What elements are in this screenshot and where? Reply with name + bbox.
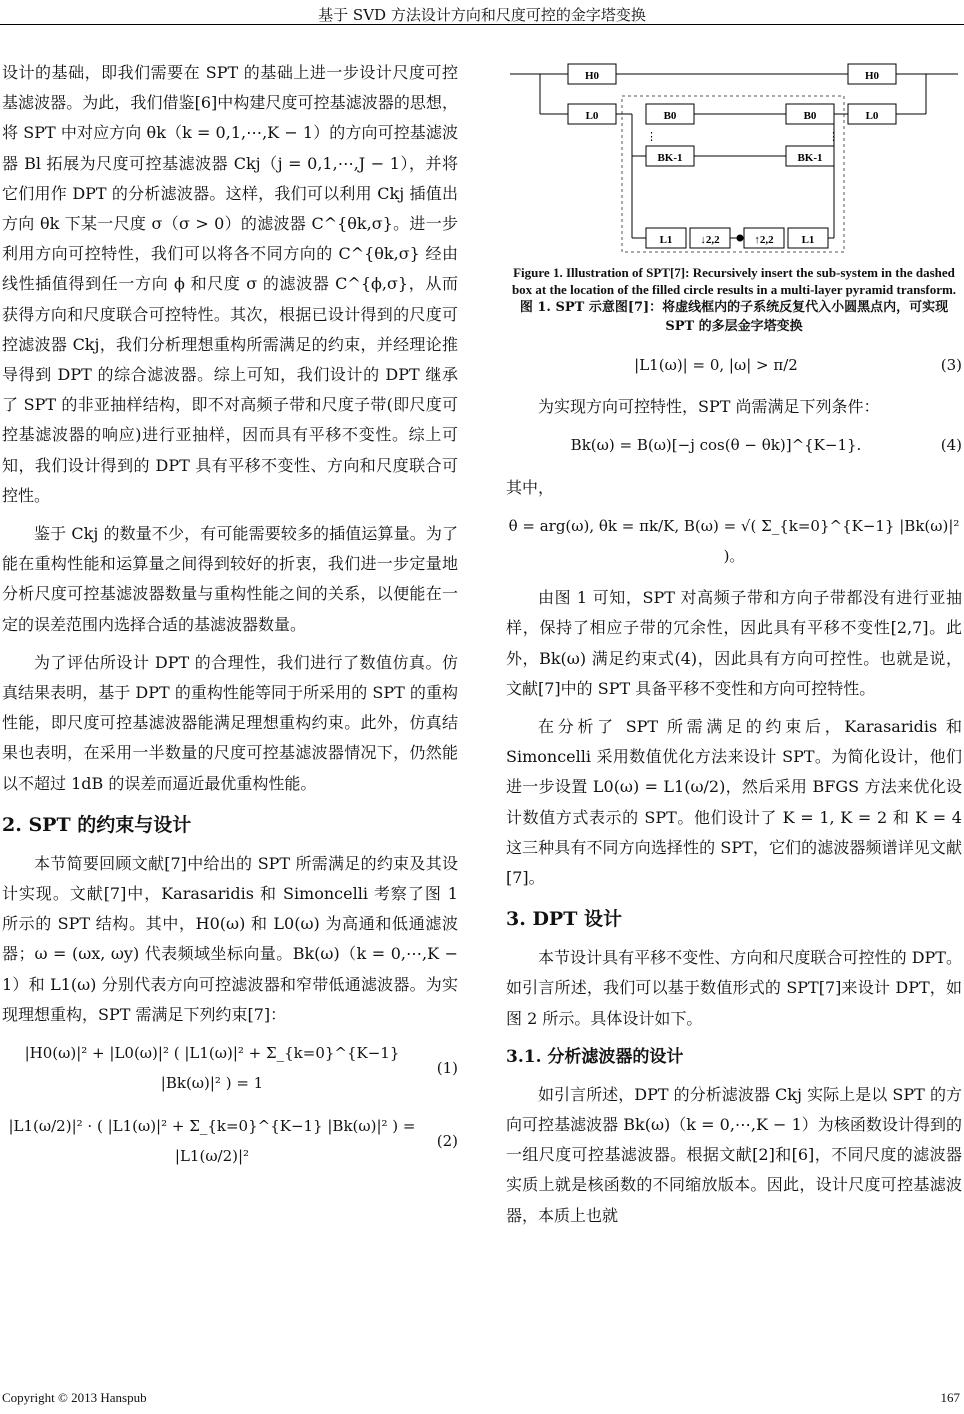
equation-2-body: |L1(ω/2)|² · ( |L1(ω)|² + Σ_{k=0}^{K−1} |Bk(ω)|² ) = |L1(ω/2)|² (8, 1116, 416, 1165)
paragraph-7: 由图 1 可知，SPT 对高频子带和方向子带都没有进行亚抽样，保持了相应子带的冗余性，因此具有平移不变性[2,7]。此外，Bk(ω) 满足约束式(4)，因此具有方向可控性。也就是说，文献[7]中的 SPT 具备平移不变性和方向可控特性。 (506, 588, 962, 698)
equation-4-body: Bk(ω) = B(ω)[−j cos(θ − θk)]^{K−1}. (570, 436, 862, 455)
paragraph-4: 本节简要回顾文献[7]中给出的 SPT 所需满足的约束及其设计实现。文献[7]中，Karasaridis 和 Simoncelli 考察了图 1 所示的 SPT 结构。其中，H0(ω) 和 L0(ω) 为高通和低通滤波器；ω = (ωx, ωy) 代表频域坐标向量。Bk(ω)（k = 0,⋯,K − 1）和 L1(ω) 分别代表方向可控滤波器和窄带低通滤波器。为实现理想重构，SPT 需满足下列约束[7]： (2, 853, 458, 1024)
downsample-label: ↓2,2 (700, 234, 720, 246)
right-column (506, 58, 962, 1239)
equation-1 (2, 1038, 458, 1098)
equation-1-body: |H0(ω)|² + |L0(ω)|² ( |L1(ω)|² + Σ_{k=0}^{K−1} |Bk(ω)|² ) = 1 (24, 1044, 400, 1093)
equation-3 (506, 350, 962, 380)
equation-4-number: (4) (940, 436, 962, 455)
b0-label-right: B0 (803, 110, 817, 122)
header-rule (0, 24, 964, 25)
running-header: 基于 SVD 方法设计方向和尺度可控的金字塔变换 (318, 6, 646, 24)
l0-label-right: L0 (865, 110, 879, 122)
page-number: 167 (940, 1390, 960, 1405)
l1-label-left: L1 (659, 234, 673, 246)
bk-label-left: BK-1 (657, 152, 683, 164)
equation-2-number: (2) (436, 1131, 458, 1150)
paragraph-5: 为实现方向可控特性，SPT 尚需满足下列条件： (538, 397, 880, 417)
paragraph-6: 其中， (506, 477, 555, 497)
equation-5-body: θ = arg(ω), θk = πk/K, B(ω) = √( Σ_{k=0}^{K−1} |Bk(ω)|² )。 (508, 516, 960, 566)
section-2-heading: 2. SPT 的约束与设计 (2, 813, 192, 836)
filled-circle (737, 235, 744, 242)
upsample-label: ↑2,2 (754, 234, 774, 246)
equation-2 (2, 1111, 458, 1171)
l1-label-right: L1 (801, 234, 815, 246)
spt-diagram (506, 58, 962, 258)
section-3-heading: 3. DPT 设计 (506, 908, 622, 931)
copyright: Copyright © 2013 Hanspub (2, 1390, 147, 1405)
paragraph-1: 设计的基础，即我们需要在 SPT 的基础上进一步设计尺度可控基滤波器。为此，我们借鉴[6]中构建尺度可控基滤波器的思想，将 SPT 中对应方向 θk（k = 0,1,⋯,K − 1）的方向可控基滤波器 Bl 拓展为尺度可控基滤波器 Ckj（j = 0,1,⋯,J − 1），并将它们用作 DPT 的分析滤波器。这样，我们可以利用 Ckj 插值出方向 θk 下某一尺度 σ（σ > 0）的滤波器 C^{θk,σ}。进一步利用方向可控特性，我们可以将各不同方向的 C^{θk,σ} 经由线性插值得到任一方向 ϕ 和尺度 σ 的滤波器 C^{ϕ,σ}，从而获得方向和尺度联合可控特性。其次，根据已设计得到的尺度可控滤波器 Ckj，我们分析理想重构所需满足的约束，并经理论推导得到 DPT 的综合滤波器。综上可知，我们设计的 DPT 继承了 SPT 的非亚抽样结构，即不对高频子带和尺度子带(即尺度可控基滤波器的响应)进行亚抽样，因而具有平移不变性。综上可知，我们设计得到的 DPT 具有平移不变性、方向和尺度联合可控性。 (2, 63, 458, 505)
section-3-1-heading: 3.1. 分析滤波器的设计 (506, 1046, 684, 1067)
paragraph-10: 如引言所述，DPT 的分析滤波器 Ckj 实际上是以 SPT 的方向可控基滤波器 Bk(ω)（k = 0,⋯,K − 1）为核函数设计得到的一组尺度可控基滤波器。根据文献[2]和[6]，不同尺度的滤波器实质上就是核函数的不同缩放版本。因此，设计尺度可控基滤波器，本质上也就 (506, 1084, 962, 1225)
b0-label-left: B0 (663, 110, 677, 122)
equation-1-number: (1) (436, 1059, 458, 1078)
bk-label-right: BK-1 (797, 152, 823, 164)
paragraph-8: 在分析了 SPT 所需满足的约束后，Karasaridis 和 Simoncelli 采用数值优化方法来设计 SPT。为简化设计，他们进一步设置 L0(ω) = L1(ω/2)，然后采用 BFGS 方法来优化设计数值方式表示的 SPT。他们设计了 K = 1, K = 2 和 K = 4 这三种具有不同方向选择性的 SPT，它们的滤波器频谱详见文献[7]。 (506, 717, 962, 888)
equation-5 (506, 511, 962, 571)
figure-1-caption-zh: 图 1. SPT 示意图[7]：将虚线框内的子系统反复代入小圆黑点内，可实现 SPT 的多层金字塔变换 (519, 300, 949, 334)
h0-label-right: H0 (864, 70, 880, 82)
paragraph-2: 鉴于 Ckj 的数量不少，有可能需要较多的插值运算量。为了能在重构性能和运算量之间得到较好的折衷，我们进一步定量地分析尺度可控基滤波器数量与重构性能之间的关系，以便能在一定的误差范围内选择合适的基滤波器数量。 (2, 524, 458, 634)
equation-3-number: (3) (940, 356, 962, 374)
paragraph-9: 本节设计具有平移不变性、方向和尺度联合可控性的 DPT。如引言所述，我们可以基于数值形式的 SPT[7]来设计 DPT，如图 2 所示。具体设计如下。 (506, 948, 962, 1028)
equation-3-body: |L1(ω)| = 0, |ω| > π/2 (634, 356, 798, 374)
vdots-right: ⋮ (828, 131, 839, 143)
figure-1 (506, 58, 962, 258)
figure-1-caption-en: Figure 1. Illustration of SPT[7]: Recursively insert the sub-system in the dashed box at the location of the filled circle results in a multi-layer pyramid transform. (511, 265, 957, 297)
l0-label-left: L0 (585, 110, 599, 122)
equation-4 (506, 430, 962, 460)
paragraph-3: 为了评估所设计 DPT 的合理性，我们进行了数值仿真。仿真结果表明，基于 DPT 的重构性能等同于所采用的 SPT 的重构性能，即尺度可控基滤波器能满足理想重构约束。此外，仿真结果也表明，在采用一半数量的尺度可控基滤波器情况下，仍然能以不超过 1dB 的误差而逼近最优重构性能。 (2, 652, 458, 793)
h0-label-left: H0 (584, 70, 600, 82)
left-column (2, 58, 458, 1183)
vdots-left: ⋮ (646, 131, 657, 143)
